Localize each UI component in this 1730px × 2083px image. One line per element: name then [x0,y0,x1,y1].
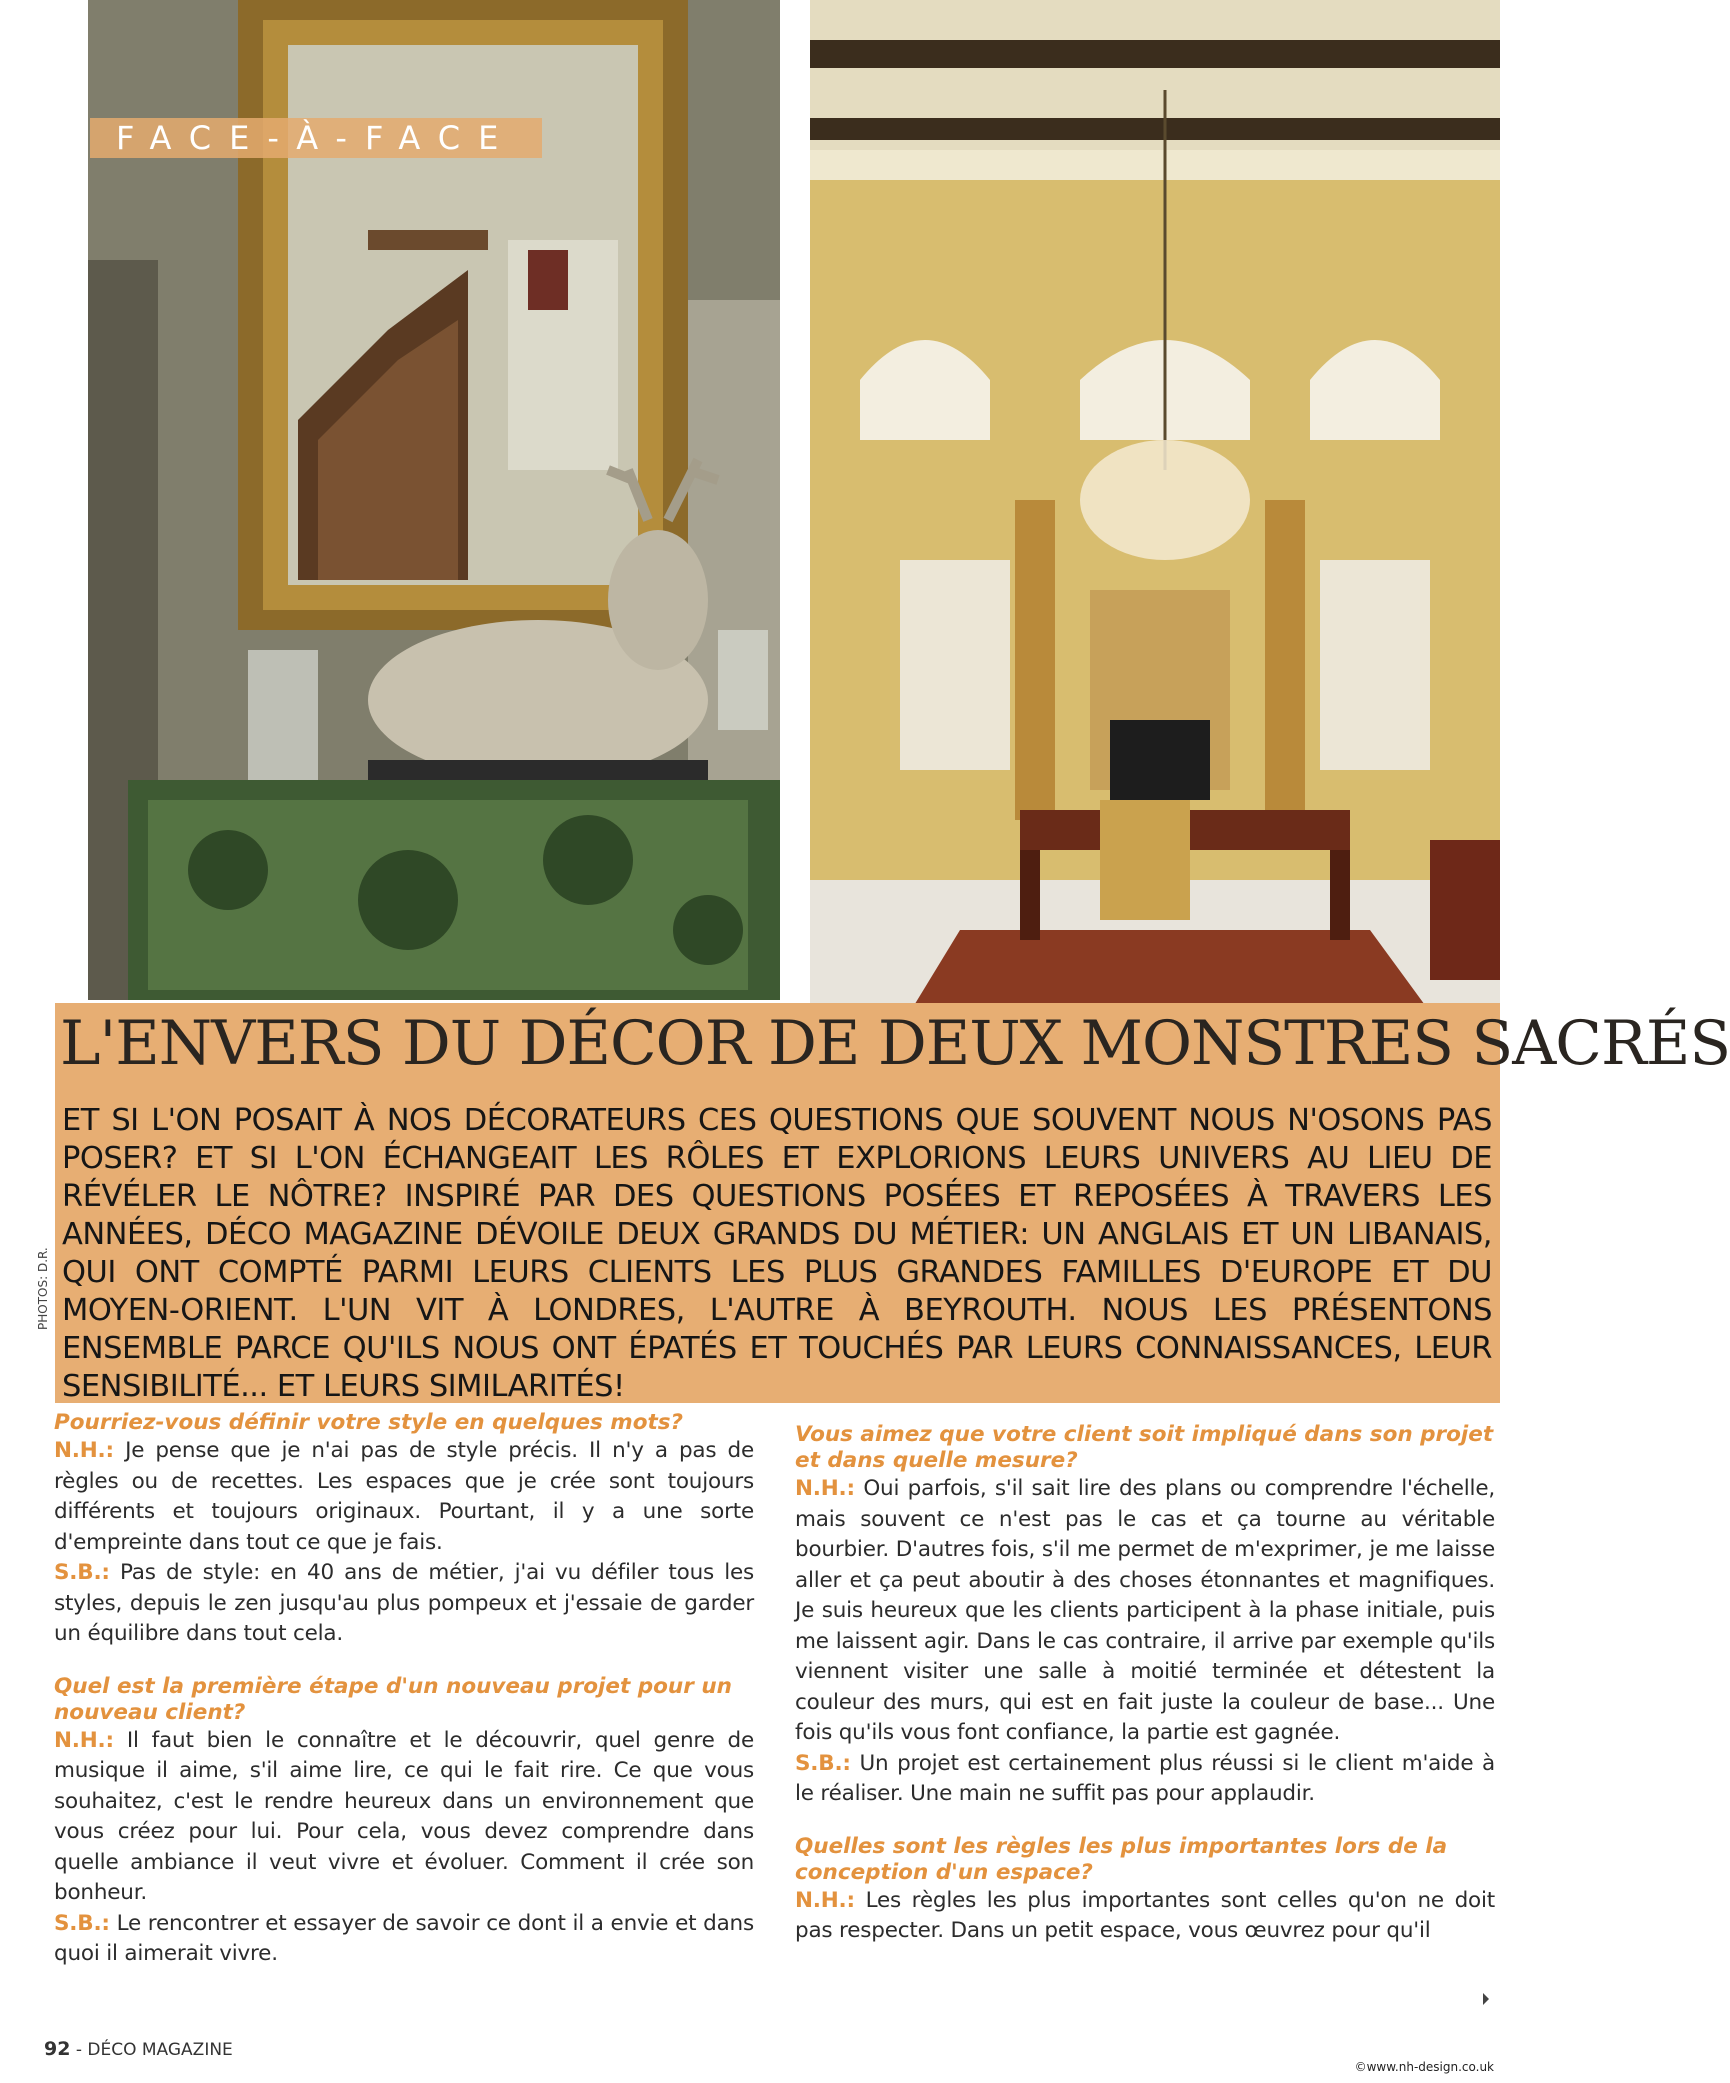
answer-text: Pas de style: en 40 ans de métier, j'ai vu défiler tous les styles, depuis le zen jusqu'au plus pompeux et j'essaie de garder un équilibre dans tout cela. [54,1560,755,1646]
speaker-label: N.H.: [795,1887,855,1913]
headline: L'ENVERS DU DÉCOR DE DEUX MONSTRES SACRÉS [60,1008,1730,1079]
speaker-label: S.B.: [795,1750,851,1776]
speaker-label: N.H.: [54,1727,114,1753]
column-right [795,1422,1495,1947]
answer-text: Les règles les plus importantes sont celles qu'on ne doit pas respecter. Dans un petit espace, vous œuvrez pour qu'il [795,1887,1495,1943]
continue-arrow-icon [1483,1993,1489,2005]
question: Quel est la première étape d'un nouveau projet pour un nouveau client? [54,1673,732,1725]
magazine-name: - DÉCO MAGAZINE [75,2040,233,2060]
question: Quelles sont les règles les plus importantes lors de la conception d'un espace? [795,1833,1448,1885]
question: Pourriez-vous définir votre style en quelques mots? [54,1410,684,1435]
intro-paragraph: ET SI L'ON POSAIT À NOS DÉCORATEURS CES QUESTIONS QUE SOUVENT NOUS N'OSONS PAS POSER? ET SI L'ON ÉCHANGEAIT LES RÔLES ET EXPLORIONS LEURS UNIVERS AU LIEU DE RÉVÉLER LE NÔTRE? INSPIRÉ PAR DES QUESTIONS POSÉES ET REPOSÉES À TRAVERS LES ANNÉES, DÉCO MAGAZINE DÉVOILE DEUX GRANDS DU MÉTIER: UN ANGLAIS ET UN LIBANAIS, QUI ONT COMPTÉ PARMI LEURS CLIENTS LES PLUS GRANDES FAMILLES D'EUROPE ET DU MOYEN-ORIENT. L'UN VIT À LONDRES, L'AUTRE À BEYROUTH. NOUS LES PRÉSENTONS ENSEMBLE PARCE QU'ILS NOUS ONT ÉPATÉS ET TOUCHÉS PAR LEURS CONNAISSANCES, LEUR SENSIBILITÉ... ET LEURS SIMILARITÉS! [62,1103,1492,1404]
answer [795,1474,1495,1749]
photo-yellow-salon [810,0,1500,1012]
answer [54,1909,754,1970]
speaker-label: N.H.: [54,1438,114,1463]
answer [795,1886,1495,1947]
answer-text: Oui parfois, s'il sait lire des plans ou comprendre l'échelle, mais souvent ce n'est pas le cas et ça tourne au véritable bourbier. D'autres fois, s'il me permet de m'exprimer, je me laisse aller et ça peut aboutir à des choses étonnantes et magnifiques. Je suis heureux que les clients participent à la phase initiale, puis me laissent agir. Dans le cas contraire, il arrive par exemple qu'ils viennent visiter une salle à moitié terminée et détestent la couleur des murs, qui est en fait juste la couleur de base... Une fois qu'ils vous font confiance, la partie est gagnée. [795,1476,1495,1745]
answer-text: Le rencontrer et essayer de savoir ce dont il a envie et dans quoi il aimerait vivre. [54,1910,754,1966]
speaker-label: S.B.: [54,1560,110,1585]
answer [54,1558,754,1650]
photo-credit: PHOTOS: D.R. [36,1247,50,1330]
website-credit: ©www.nh-design.co.uk [1354,2060,1494,2074]
speaker-label: S.B.: [54,1910,110,1936]
answer-text: Je pense que je n'ai pas de style précis. Il n'y a pas de règles ou de recettes. Les espaces que je crée sont toujours différents et toujours originaux. Pourtant, il y a une sorte d'empreinte dans tout ce que je fais. [54,1438,754,1555]
answer-text: Il faut bien le connaître et le découvrir, quel genre de musique il aime, s'il aime lire, ce qui le fait rire. Ce que vous souhaitez, c'est le rendre heureux dans un environnement que vous créez pour lui. Pour cela, vous devez comprendre dans quelle ambiance il veut vivre et évoluer. Comment il crée son bonheur. [54,1727,754,1905]
column-left [54,1410,754,1970]
page-number: 92 [44,2038,71,2060]
answer-text: Un projet est certainement plus réussi si le client m'aide à le réaliser. Une main ne suffit pas pour applaudir. [795,1750,1496,1806]
question: Vous aimez que votre client soit impliqué dans son projet et dans quelle mesure? [795,1422,1494,1473]
answer [54,1726,754,1909]
section-label: FACE-À-FACE [90,118,542,158]
answer [795,1749,1495,1810]
answer [54,1436,754,1558]
page-folio [44,2038,233,2060]
speaker-label: N.H.: [795,1476,855,1501]
